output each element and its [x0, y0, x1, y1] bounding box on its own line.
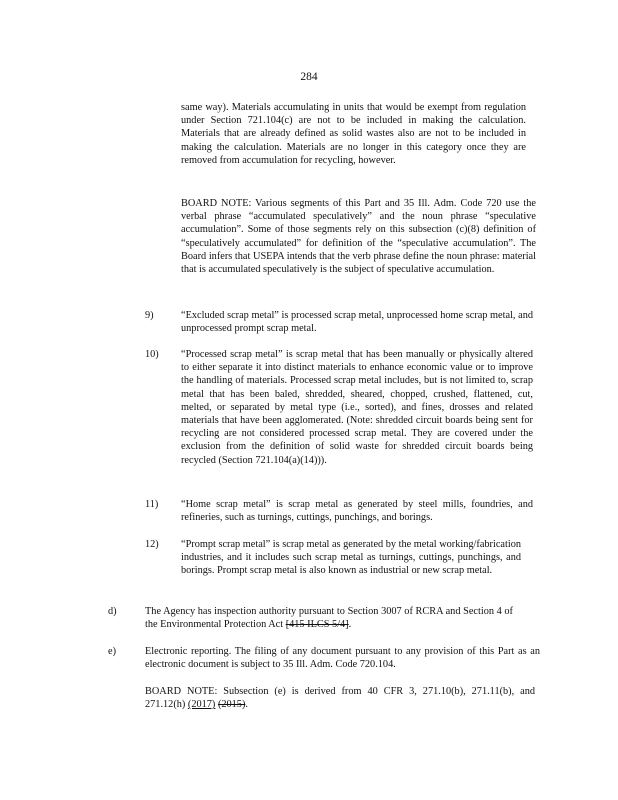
- definition-excluded-scrap-metal: “Excluded scrap metal” is processed scrap metal, unprocessed home scrap metal, and unprocessed prompt scrap metal.: [181, 310, 533, 335]
- item-label: 12): [145, 539, 159, 550]
- subsection-d-label: d): [108, 606, 117, 617]
- struck-citation: [415 ILCS 5/4]: [285, 619, 349, 631]
- board-note-period: .: [245, 699, 248, 711]
- board-note-source-body: BOARD NOTE: Subsection (e) is derived from 40 CFR 3, 271.10(b), 271.11(b), and 271.12(h): [145, 686, 535, 711]
- subsection-d-body: The Agency has inspection authority pursuant to Section 3007 of RCRA and Section 4 of the Environmental Protection Act: [145, 606, 513, 631]
- subsection-d-text: [145, 605, 513, 631]
- definition-processed-scrap-metal: “Processed scrap metal” is scrap metal that has been manually or physically altered to either separate it into distinct materials to enhance economic value or to improve the handling of materials. Processed scrap metal includes, but is not limited to, scrap metal that has been baled, shredded, sheared, chopped, crushed, flattened, cut, melted, or separated by metal type (i.e., sorted), and fines, drosses and related materials that have been agglomerated. (Note: shredded circuit boards being sent for recycling are not considered processed scrap metal. They are covered under the exclusion from the definition of solid waste for shredded circuit boards being recycled (Section 721.104(a)(14))).: [181, 349, 533, 466]
- struck-year: (2015): [217, 699, 246, 711]
- added-year: (2017): [187, 699, 216, 711]
- item-label: 11): [145, 499, 159, 510]
- subsection-d-period: .: [348, 619, 352, 631]
- continuation-paragraph: same way). Materials accumulating in units that would be exempt from regulation under Section 721.104(c) are not to be included in making the calculation. Materials that are already defined as solid wastes also are not to be included in making the calculation. Materials are no longer in this category once they are removed from accumulation for recycling, however.: [181, 102, 526, 166]
- definition-home-scrap-metal: “Home scrap metal” is scrap metal as generated by steel mills, foundries, and refineries, such as turnings, cuttings, punchings, and borings.: [181, 499, 533, 524]
- item-label: 9): [145, 310, 154, 321]
- board-note-source: [145, 685, 535, 711]
- page-number: 284: [300, 71, 318, 83]
- definition-prompt-scrap-metal: “Prompt scrap metal” is scrap metal as generated by the metal working/fabrication industries, and it includes such scrap metal as turnings, cuttings, punchings, and borings. Prompt scrap metal is also known as industrial or new scrap metal.: [181, 539, 521, 577]
- board-note-speculative: BOARD NOTE: Various segments of this Part and 35 Ill. Adm. Code 720 use the verbal phrase “accumulated speculatively” and the noun phrase “speculative accumulation”. Some of those segments rely on this subsection (c)(8) definition of “speculatively accumulated” for definition of the “speculative accumulation”. The Board infers that USEPA intends that the verb phrase define the noun phrase: material that is accumulated speculatively is the subject of speculative accumulation.: [181, 198, 536, 276]
- item-label: 10): [145, 349, 159, 360]
- subsection-e-label: e): [108, 646, 116, 657]
- subsection-e-text: Electronic reporting. The filing of any document pursuant to any provision of this Part as an electronic document is subject to 35 Ill. Adm. Code 720.104.: [145, 646, 540, 671]
